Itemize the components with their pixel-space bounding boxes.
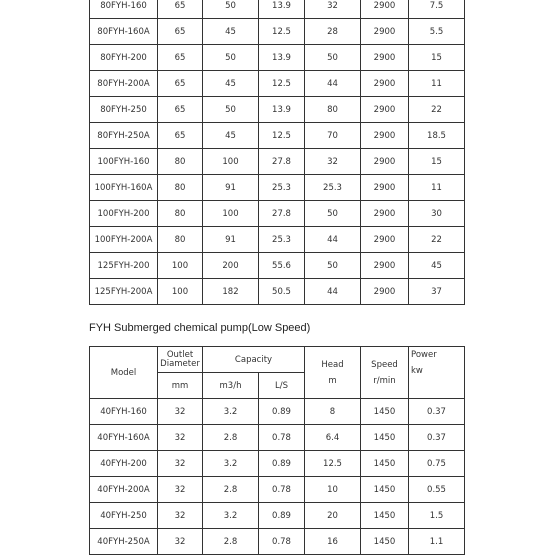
header-outlet-diameter: Outlet Diameter <box>158 347 203 373</box>
table-cell: 2.8 <box>203 425 259 451</box>
table-cell: 100FYH-160 <box>90 149 158 175</box>
table-cell: 40FYH-250A <box>90 529 158 555</box>
table-cell: 80 <box>158 227 203 253</box>
header-speed-unit: r/min <box>373 375 396 386</box>
table-cell: 91 <box>203 227 259 253</box>
table-row <box>90 71 465 97</box>
table-cell: 0.89 <box>259 503 305 529</box>
table-cell: 100 <box>158 253 203 279</box>
table-cell: 0.75 <box>409 451 465 477</box>
table-cell: 65 <box>158 0 203 19</box>
table-row <box>90 425 465 451</box>
table-cell: 80FYH-250 <box>90 97 158 123</box>
table-cell: 50 <box>203 97 259 123</box>
table-cell: 0.78 <box>259 477 305 503</box>
table-cell: 32 <box>158 503 203 529</box>
table-cell: 18.5 <box>409 123 465 149</box>
table-cell: 1450 <box>361 503 409 529</box>
table-cell: 2900 <box>361 19 409 45</box>
table-header-row <box>90 347 465 373</box>
table-cell: 44 <box>305 71 361 97</box>
table-cell: 45 <box>409 253 465 279</box>
table-cell: 32 <box>305 0 361 19</box>
table-cell: 11 <box>409 175 465 201</box>
table-row <box>90 97 465 123</box>
table-cell: 2900 <box>361 149 409 175</box>
table-cell: 28 <box>305 19 361 45</box>
table-cell: 3.2 <box>203 451 259 477</box>
table-cell: 22 <box>409 97 465 123</box>
table-cell: 0.37 <box>409 399 465 425</box>
table-cell: 100FYH-200 <box>90 201 158 227</box>
section-title: FYH Submerged chemical pump(Low Speed) <box>89 322 311 334</box>
table-cell: 1450 <box>361 425 409 451</box>
table-cell: 80FYH-160 <box>90 0 158 19</box>
table-cell: 2900 <box>361 0 409 19</box>
table-cell: 50 <box>305 253 361 279</box>
table-cell: 2900 <box>361 71 409 97</box>
table-cell: 125FYH-200A <box>90 279 158 305</box>
table-cell: 10 <box>305 477 361 503</box>
header-capacity: Capacity <box>203 347 305 373</box>
table-cell: 2900 <box>361 175 409 201</box>
table-cell: 0.37 <box>409 425 465 451</box>
table-cell: 32 <box>305 149 361 175</box>
table-cell: 80 <box>158 149 203 175</box>
table-row <box>90 477 465 503</box>
table-cell: 100FYH-160A <box>90 175 158 201</box>
table-cell: 27.8 <box>259 149 305 175</box>
table-cell: 1.5 <box>409 503 465 529</box>
header-head-unit: m <box>328 375 337 386</box>
table-cell: 2900 <box>361 227 409 253</box>
table-cell: 12.5 <box>259 19 305 45</box>
table-cell: 200 <box>203 253 259 279</box>
header-head-label: Head <box>321 359 344 370</box>
table-row <box>90 529 465 555</box>
table-row <box>90 227 465 253</box>
table-cell: 100FYH-200A <box>90 227 158 253</box>
table-cell: 5.5 <box>409 19 465 45</box>
table-row <box>90 201 465 227</box>
table-cell: 25.3 <box>305 175 361 201</box>
table-cell: 16 <box>305 529 361 555</box>
table-cell: 100 <box>203 201 259 227</box>
table-cell: 80FYH-200 <box>90 45 158 71</box>
table-row <box>90 123 465 149</box>
table-cell: 15 <box>409 149 465 175</box>
table-cell: 80 <box>158 201 203 227</box>
table-cell: 40FYH-200A <box>90 477 158 503</box>
header-power <box>409 347 465 399</box>
table-cell: 2900 <box>361 97 409 123</box>
table-row <box>90 399 465 425</box>
table-cell: 27.8 <box>259 201 305 227</box>
header-speed-label: Speed <box>371 359 398 370</box>
table-cell: 65 <box>158 97 203 123</box>
table-cell: 1450 <box>361 529 409 555</box>
header-power-label: Power <box>411 350 437 360</box>
table-cell: 7.5 <box>409 0 465 19</box>
table-cell: 100 <box>158 279 203 305</box>
table-cell: 45 <box>203 71 259 97</box>
table-cell: 11 <box>409 71 465 97</box>
table-cell: 50.5 <box>259 279 305 305</box>
table-row <box>90 45 465 71</box>
table-cell: 40FYH-200 <box>90 451 158 477</box>
table-cell: 40FYH-160A <box>90 425 158 451</box>
table-cell: 0.55 <box>409 477 465 503</box>
table-cell: 37 <box>409 279 465 305</box>
table-cell: 91 <box>203 175 259 201</box>
table-cell: 100 <box>203 149 259 175</box>
table-cell: 80 <box>305 97 361 123</box>
high-speed-spec-table <box>89 0 465 305</box>
table-cell: 40FYH-160 <box>90 399 158 425</box>
table-cell: 32 <box>158 425 203 451</box>
table-cell: 25.3 <box>259 227 305 253</box>
table-row <box>90 19 465 45</box>
table-cell: 1450 <box>361 451 409 477</box>
table-cell: 25.3 <box>259 175 305 201</box>
table-cell: 12.5 <box>259 123 305 149</box>
table-row <box>90 451 465 477</box>
table-cell: 13.9 <box>259 45 305 71</box>
table-row <box>90 253 465 279</box>
table-cell: 80FYH-200A <box>90 71 158 97</box>
header-capacity-unit-m3h: m3/h <box>203 373 259 399</box>
table-cell: 13.9 <box>259 97 305 123</box>
table-cell: 50 <box>305 45 361 71</box>
table-cell: 50 <box>203 45 259 71</box>
table-cell: 1450 <box>361 477 409 503</box>
table-cell: 55.6 <box>259 253 305 279</box>
table-cell: 12.5 <box>259 71 305 97</box>
table-cell: 50 <box>305 201 361 227</box>
table-cell: 0.78 <box>259 425 305 451</box>
table-cell: 2900 <box>361 279 409 305</box>
table-cell: 45 <box>203 123 259 149</box>
table-cell: 8 <box>305 399 361 425</box>
table-row <box>90 149 465 175</box>
table-cell: 40FYH-250 <box>90 503 158 529</box>
table-cell: 70 <box>305 123 361 149</box>
table-cell: 80FYH-160A <box>90 19 158 45</box>
table-cell: 32 <box>158 529 203 555</box>
header-power-unit: kw <box>411 366 423 376</box>
table-row <box>90 175 465 201</box>
table-cell: 2.8 <box>203 529 259 555</box>
table-cell: 50 <box>203 0 259 19</box>
header-capacity-unit-ls: L/S <box>259 373 305 399</box>
header-speed <box>361 347 409 399</box>
table-cell: 20 <box>305 503 361 529</box>
table-cell: 80FYH-250A <box>90 123 158 149</box>
table-cell: 3.2 <box>203 399 259 425</box>
table-row <box>90 503 465 529</box>
header-outlet-unit: mm <box>158 373 203 399</box>
table-cell: 1.1 <box>409 529 465 555</box>
table-cell: 6.4 <box>305 425 361 451</box>
table-cell: 0.78 <box>259 529 305 555</box>
table-cell: 65 <box>158 19 203 45</box>
table-cell: 65 <box>158 45 203 71</box>
table-cell: 2900 <box>361 201 409 227</box>
low-speed-table-body <box>90 399 465 555</box>
table-cell: 1450 <box>361 399 409 425</box>
low-speed-spec-table <box>89 346 465 555</box>
table-cell: 65 <box>158 71 203 97</box>
table-cell: 32 <box>158 451 203 477</box>
table-cell: 30 <box>409 201 465 227</box>
table-cell: 2900 <box>361 123 409 149</box>
table-cell: 44 <box>305 279 361 305</box>
header-head <box>305 347 361 399</box>
table-cell: 2900 <box>361 45 409 71</box>
table-row <box>90 279 465 305</box>
table-cell: 80 <box>158 175 203 201</box>
table-cell: 32 <box>158 399 203 425</box>
table-cell: 15 <box>409 45 465 71</box>
table-row <box>90 0 465 19</box>
table-cell: 12.5 <box>305 451 361 477</box>
table-cell: 13.9 <box>259 0 305 19</box>
table-cell: 182 <box>203 279 259 305</box>
table-cell: 32 <box>158 477 203 503</box>
table-cell: 125FYH-200 <box>90 253 158 279</box>
high-speed-table-body <box>90 0 465 305</box>
header-model: Model <box>90 347 158 399</box>
table-cell: 45 <box>203 19 259 45</box>
table-cell: 0.89 <box>259 451 305 477</box>
table-cell: 0.89 <box>259 399 305 425</box>
table-cell: 65 <box>158 123 203 149</box>
table-cell: 44 <box>305 227 361 253</box>
table-cell: 2900 <box>361 253 409 279</box>
table-cell: 2.8 <box>203 477 259 503</box>
table-cell: 3.2 <box>203 503 259 529</box>
table-cell: 22 <box>409 227 465 253</box>
